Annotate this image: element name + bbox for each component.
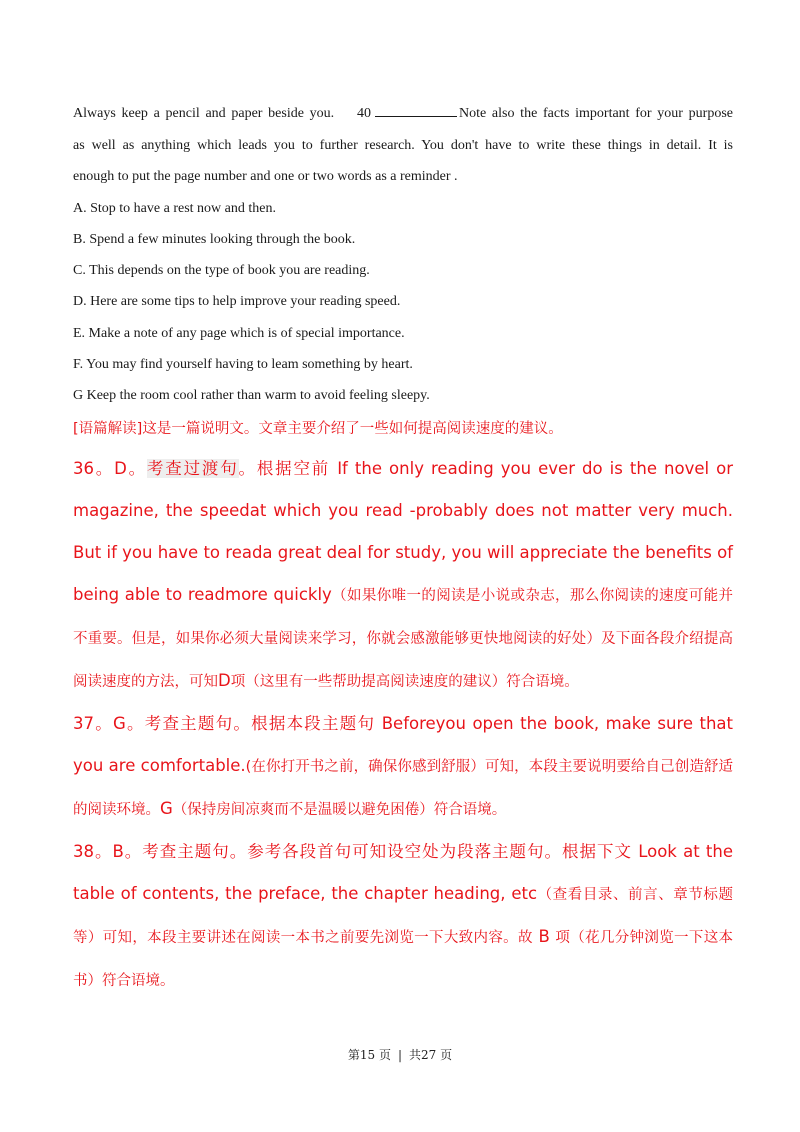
passage-line-3: enough to put the page number and one or two words as a reminder . — [73, 169, 458, 184]
answer-blank — [375, 104, 457, 117]
option-g: G Keep the room cool rather than warm to avoid feeling sleepy. — [73, 388, 430, 404]
option-f: F. You may find yourself having to leam something by heart. — [73, 356, 413, 372]
answer-36-conclusion: 项（这里有一些帮助提高阅读速度的建议）符合语境。 — [230, 673, 579, 690]
passage-line-1-end: Note also the facts important for your purpose — [459, 106, 734, 121]
answer-37-conclusion: （保持房间凉爽而不是温暖以避免困倦）符合语境。 — [172, 801, 507, 818]
answer-36-explain: （如果你唯一的阅读是小说或杂志，那么你阅读的速度可能并不重要。但是，如果你必须大量阅读来学习，你就会感激能够更快地阅读的好处）及下面各段介绍提高阅读速度的方法，可知 — [73, 587, 733, 690]
answer-38-explain: （查看目录、前言、章节标题等）可知，本段主要讲述在阅读一本书之前要先浏览一下大致内容。故 — [73, 886, 734, 946]
option-list — [73, 193, 733, 412]
analysis-summary: [语篇解读]这是一篇说明文。文章主要介绍了一些如何提高阅读速度的建议。 — [73, 420, 563, 437]
answer-38-quote: Look at the table of contents, the preface, the chapter heading, etc — [73, 841, 733, 903]
answer-37 — [73, 703, 733, 831]
answer-36-quote: If the only reading you ever do is the novel or magazine, the speedat which you read -probably does not matter very much. But if you have to reada great deal for study, you will appreciate the benefits of being able to readmore quickly — [73, 458, 734, 604]
blank-number: 40 — [357, 106, 371, 121]
option-c: C. This depends on the type of book you are reading. — [73, 263, 370, 279]
passage-text — [73, 98, 733, 193]
option-b: B. Spend a few minutes looking through the book. — [73, 231, 356, 247]
answer-38 — [73, 831, 733, 1002]
answer-36 — [73, 448, 733, 703]
passage-line-1-start: Always keep a pencil and paper beside you. — [73, 106, 335, 121]
passage-line-2: as well as anything which leads you to further research. You don't have to write these things in detail. It is — [73, 137, 733, 153]
option-d: D. Here are some tips to help improve your reading speed. — [73, 294, 401, 310]
answer-36-option: D — [218, 670, 231, 690]
footer-separator: | — [397, 1048, 403, 1062]
answer-37-option: G — [160, 798, 173, 818]
answer-36-highlight: 考查过渡句 — [146, 458, 239, 478]
answer-38-prefix: 38。B。考查主题句。参考各段首句可知设空处为段落主题句。根据下文 — [73, 841, 632, 861]
footer-page-number: 第15 页 — [347, 1048, 391, 1062]
passage-line-1 — [73, 98, 733, 130]
answer-37-prefix: 37。G。考查主题句。根据本段主题句 — [73, 713, 376, 733]
answer-38-conclusion: 项（花几分钟浏览一下这本书）符合语境。 — [73, 929, 734, 989]
answer-37-quote: Beforeyou open the book, make sure that you are comfortable. — [73, 713, 733, 775]
page-footer — [0, 1046, 800, 1063]
page-content — [73, 98, 733, 1002]
option-e: E. Make a note of any page which is of special importance. — [73, 325, 405, 341]
answer-36-lead: 。根据空前 — [238, 458, 331, 478]
option-a: A. Stop to have a rest now and then. — [73, 200, 276, 216]
answer-36-prefix: 36。D。 — [73, 458, 147, 478]
answer-37-explain: (在你打开书之前，确保你感到舒服）可知，本段主要说明要给自己创造舒适的阅读环境。 — [73, 758, 734, 818]
answer-38-option: B — [538, 926, 550, 946]
footer-total-pages: 共27 页 — [409, 1048, 453, 1062]
